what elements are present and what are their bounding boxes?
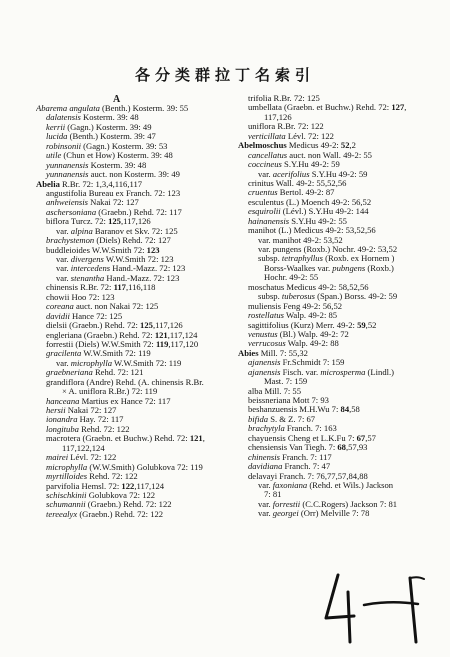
- entry-text: ,57: [365, 433, 376, 443]
- index-entry: [238, 396, 438, 405]
- entry-text: chinensis: [248, 452, 280, 462]
- entry-text: 119: [155, 339, 169, 349]
- entry-text: engleriana (Graebn.) Rehd. 72:: [46, 330, 155, 340]
- entry-text: ajanensis: [248, 367, 281, 377]
- entry-text: (Graebn.) Rehd. 72: 122: [85, 500, 172, 510]
- entry-text: forrestii: [272, 499, 301, 509]
- index-entry: [238, 472, 438, 481]
- index-entry: [36, 415, 232, 424]
- entry-text: verticillata: [248, 131, 286, 141]
- entry-text: ,52: [365, 320, 377, 330]
- entry-text: Fisch. var.: [280, 367, 321, 377]
- index-entry: [238, 302, 438, 311]
- entry-text: 67: [356, 433, 366, 443]
- entry-text: parvifolia Hemsl. 72:: [46, 481, 122, 491]
- entry-text: brachystemon: [46, 236, 95, 246]
- handwritten-page-number: [320, 570, 435, 645]
- entry-text: Martius ex Hance 72: 117: [79, 396, 171, 406]
- entry-text: W.W.Smith 72: 119: [81, 349, 151, 359]
- entry-text: Hand.-Mazz. 72: 123: [110, 264, 186, 274]
- entry-text: Kosterm. 39: 48: [88, 160, 147, 170]
- entry-text: ,117,124: [134, 481, 165, 491]
- entry-text: chayuensis Cheng et L.K.Fu 7:: [248, 433, 357, 443]
- entry-text: coreana: [46, 302, 74, 312]
- index-entry: [238, 509, 438, 518]
- index-entry: [238, 245, 438, 254]
- index-entry: [238, 481, 438, 490]
- left-index-column: [36, 104, 232, 519]
- entry-text: auct. non Kosterm. 39: 49: [88, 170, 180, 180]
- entry-text: Medicus 49-2:: [286, 141, 341, 151]
- entry-text: Franch. 7: 163: [284, 424, 337, 434]
- entry-text: (Benth.) Kosterm. 39: 55: [99, 104, 189, 113]
- index-entry: [238, 94, 438, 103]
- entry-text: var. manihot 49-2: 53,52: [258, 235, 343, 245]
- index-entry: [238, 311, 438, 320]
- entry-text: ,57,93: [345, 443, 368, 453]
- entry-text: 117: [113, 283, 126, 293]
- index-entry: [36, 132, 232, 141]
- index-entry: [36, 246, 232, 255]
- index-entry: [238, 500, 438, 509]
- entry-text: hainanensis: [248, 216, 290, 226]
- index-entry: [36, 104, 232, 113]
- entry-text: yunnanensis: [46, 170, 89, 180]
- index-entry: [238, 462, 438, 471]
- index-entry: [36, 198, 232, 207]
- entry-text: Franch. 7: 47: [282, 462, 331, 472]
- index-entry: [36, 500, 232, 509]
- entry-text: faxoniana: [272, 480, 308, 490]
- entry-text: ,117,126: [152, 321, 183, 331]
- entry-text: (Lévl.) S.Y.Hu 49-2: 144: [280, 207, 369, 217]
- entry-text: georgei: [272, 509, 299, 519]
- entry-text: Abies: [238, 348, 259, 358]
- entry-text: W.W.Smith 72: 119: [112, 358, 182, 368]
- entry-text: muliensis Feng 49-2: 56,52: [248, 301, 343, 311]
- entry-text: var.: [56, 226, 71, 236]
- index-entry: [238, 170, 438, 179]
- index-entry: [36, 349, 232, 358]
- entry-text: R.Br. 72: 1,3,4,116,117: [59, 179, 143, 189]
- entry-text: S.Y.Hu 49-2: 55: [289, 216, 347, 226]
- index-entry: [238, 424, 438, 433]
- entry-text: trifolia R.Br. 72: 125: [248, 94, 320, 103]
- entry-text: tuberosus: [281, 292, 315, 302]
- entry-text: longituba: [46, 424, 79, 434]
- index-entry: [36, 472, 232, 481]
- entry-text: var.: [56, 358, 71, 368]
- entry-text: var.: [258, 499, 273, 509]
- entry-text: 122: [121, 481, 135, 491]
- entry-text: Rehd. 72: 122: [78, 424, 130, 434]
- index-entry: [238, 368, 438, 377]
- index-entry: [238, 226, 438, 235]
- entry-text: aschersoniana: [46, 207, 97, 217]
- entry-text: mairei: [46, 453, 69, 463]
- entry-text: Hance 72: 125: [69, 311, 123, 321]
- entry-text: S. & Z. 7: 67: [268, 414, 316, 424]
- entry-text: grandiflora (Andre) Rehd. (A. chinensis R.Br.: [46, 377, 204, 387]
- entry-text: (Bl.) Walp. 49-2: 72: [277, 329, 349, 339]
- index-entry: [36, 217, 232, 226]
- index-entry: [36, 444, 232, 453]
- index-entry: [36, 491, 232, 500]
- index-entry: [238, 188, 438, 197]
- entry-text: moschatus Medicus 49-2: 58,52,56: [248, 282, 369, 292]
- entry-text: (C.C.Rogers) Jackson 7: 81: [300, 499, 398, 509]
- index-entry: [36, 142, 232, 151]
- index-entry: [36, 123, 232, 132]
- entry-text: chowii Hoo 72: 123: [46, 292, 115, 302]
- entry-text: Nakai 72: 127: [88, 198, 139, 208]
- entry-text: Abelia: [36, 179, 60, 189]
- entry-text: anhweiensis: [46, 198, 89, 208]
- index-entry: [36, 283, 232, 292]
- entry-text: umbellata (Graebn. et Buchw.) Rehd. 72:: [248, 103, 392, 113]
- entry-text: graebneriana: [46, 368, 93, 378]
- entry-text: Hand.-Mazz. 72: 123: [104, 273, 180, 283]
- entry-text: var.: [56, 273, 71, 283]
- index-entry: [36, 434, 232, 443]
- index-entry: [36, 378, 232, 387]
- entry-text: var.: [258, 169, 273, 179]
- entry-text: delavayi Franch. 7: 76,77,57,84,88: [248, 471, 368, 481]
- entry-text: microsperma: [320, 367, 366, 377]
- entry-text: uniflora R.Br. 72: 122: [248, 122, 324, 132]
- entry-text: Abarema angulata: [36, 104, 100, 113]
- index-entry: [36, 161, 232, 170]
- entry-text: yunnanensis: [46, 160, 89, 170]
- entry-text: subsp.: [258, 254, 282, 264]
- index-entry: [36, 453, 232, 462]
- entry-text: myrtilloides: [46, 472, 88, 482]
- entry-text: Mast. 7: 159: [264, 377, 308, 387]
- index-entry: [238, 151, 438, 160]
- index-entry: [36, 387, 232, 396]
- entry-text: angustifolia Bureau ex Franch. 72: 123: [46, 188, 181, 198]
- entry-text: Rehd. 72: 121: [92, 368, 144, 378]
- index-entry: [36, 482, 232, 491]
- entry-text: var.: [56, 255, 71, 264]
- entry-text: beshanzuensis M.H.Wu 7:: [248, 405, 341, 415]
- entry-text: stenantha: [70, 273, 105, 283]
- entry-text: chinensis R.Br. 72:: [46, 283, 114, 293]
- entry-text: tetraphyllus: [281, 254, 323, 264]
- entry-text: (Diels) Rehd. 72: 127: [94, 236, 171, 246]
- entry-text: esculentus (L.) Moench 49-2: 56,52: [248, 197, 372, 207]
- entry-text: davidii: [46, 311, 70, 321]
- right-index-column: [238, 94, 438, 519]
- entry-text: (Graebn.) Rehd. 72: 122: [77, 509, 164, 519]
- entry-text: Baranov et Skv. 72: 125: [92, 226, 178, 236]
- index-entry: [238, 236, 438, 245]
- entry-text: W.W.Smith 72: 123: [103, 255, 174, 264]
- entry-text: ,: [202, 434, 205, 444]
- index-entry: [238, 160, 438, 169]
- entry-text: 121: [189, 434, 203, 444]
- entry-text: S.Y.Hu 49-2: 59: [281, 160, 340, 170]
- entry-text: (Orr) Melville 7: 78: [298, 509, 370, 519]
- entry-text: var. pungens (Roxb.) Nochr. 49-2: 53,52: [258, 245, 398, 254]
- entry-text: schischkinii: [46, 490, 87, 500]
- index-entry: [36, 293, 232, 302]
- index-entry: [36, 312, 232, 321]
- page-title: 各分类群拉丁名索引: [134, 66, 315, 84]
- entry-text: Bertol. 49-2: 87: [277, 188, 335, 198]
- entry-text: (Span.) Borss. 49-2: 59: [315, 292, 398, 302]
- index-entry: [36, 227, 232, 236]
- entry-text: acerifolius: [272, 169, 310, 179]
- entry-text: Lévl. 72: 122: [68, 453, 117, 463]
- entry-text: Hay. 72: 117: [77, 415, 124, 425]
- entry-text: 125: [140, 321, 153, 331]
- index-entry: [36, 397, 232, 406]
- entry-text: 123: [146, 245, 160, 255]
- index-entry: [238, 434, 438, 443]
- index-entry: [238, 132, 438, 141]
- entry-text: hersii: [46, 406, 66, 415]
- index-entry: [36, 302, 232, 311]
- entry-text: ,117,124: [167, 330, 198, 340]
- entry-text: ,58: [349, 405, 360, 415]
- entry-text: chensiensis Van Tiegh. 7:: [248, 443, 338, 453]
- entry-text: × A. uniflora R.Br.) 72: 119: [62, 387, 158, 397]
- index-entry: [238, 122, 438, 131]
- entry-text: 121: [154, 330, 168, 340]
- index-entry: [238, 339, 438, 348]
- index-entry: [238, 198, 438, 207]
- entry-text: buddleioides W.W.Smith 72:: [46, 245, 147, 255]
- entry-text: var.: [258, 480, 273, 490]
- index-entry: [36, 170, 232, 179]
- entry-text: (Chun et How) Kosterm. 39: 48: [61, 151, 173, 161]
- index-entry: [238, 443, 438, 452]
- entry-text: utile: [46, 151, 62, 161]
- entry-text: 117,126: [264, 112, 292, 122]
- index-entry: [36, 208, 232, 217]
- entry-text: (Lindl.): [365, 367, 395, 377]
- index-entry: [238, 141, 438, 150]
- entry-text: gracilenta: [46, 349, 82, 359]
- entry-text: (Roxb. ex Hornem ): [322, 254, 395, 264]
- entry-text: Lévl. 72: 122: [285, 131, 334, 141]
- entry-text: davidiana: [248, 462, 283, 472]
- entry-text: Rehd. 72: 122: [87, 472, 138, 482]
- section-letter: A: [113, 94, 121, 105]
- entry-text: venustus: [248, 329, 278, 339]
- entry-text: ,117,126: [120, 217, 151, 227]
- index-entry: [238, 321, 438, 330]
- entry-text: manihot (L.) Medicus 49-2: 53,52,56: [248, 226, 376, 236]
- entry-text: bifida: [248, 414, 269, 424]
- index-entry: [238, 179, 438, 188]
- entry-text: 59: [357, 320, 366, 330]
- index-entry: [238, 415, 438, 424]
- index-entry: [36, 236, 232, 245]
- index-entry: [36, 321, 232, 330]
- entry-text: alba Mill. 7: 55: [248, 386, 301, 396]
- entry-text: microphylla: [70, 358, 113, 368]
- entry-text: hanceana: [46, 396, 80, 406]
- entry-text: dalatensis: [46, 113, 81, 123]
- entry-text: Franch. 7: 117: [279, 452, 332, 462]
- entry-text: dielsii (Graebn.) Rehd. 72:: [46, 321, 141, 331]
- entry-text: ,116,118: [125, 283, 156, 293]
- index-entry: [238, 405, 438, 414]
- entry-text: 127: [391, 103, 405, 113]
- entry-text: 84: [340, 405, 350, 415]
- index-entry: [238, 358, 438, 367]
- index-entry: [238, 113, 438, 122]
- index-entry: [238, 453, 438, 462]
- entry-text: Nakai 72: 127: [65, 406, 117, 415]
- index-entry: [36, 180, 232, 189]
- entry-text: Abelmoschus: [238, 141, 287, 151]
- index-entry: [238, 377, 438, 386]
- index-entry: [238, 283, 438, 292]
- entry-text: (Rehd. et Wils.) Jackson: [307, 480, 394, 490]
- entry-text: cruentus: [248, 188, 278, 198]
- index-entry: [36, 463, 232, 472]
- entry-text: var.: [258, 509, 273, 519]
- index-entry: [238, 103, 438, 112]
- index-entry: [238, 217, 438, 226]
- index-entry: [36, 255, 232, 264]
- index-entry: [36, 264, 232, 273]
- entry-text: Borss-Waalkes var.: [264, 263, 333, 273]
- entry-text: pubngens: [332, 263, 366, 273]
- entry-text: (Gagn.) Kosterm. 39: 49: [65, 122, 152, 132]
- entry-text: ,117,120: [168, 339, 199, 349]
- index-entry: [238, 254, 438, 263]
- index-entry: [238, 330, 438, 339]
- index-entry: [238, 349, 438, 358]
- entry-text: auct. non Nakai 72: 125: [73, 302, 159, 312]
- entry-text: Hochr. 49-2: 55: [264, 273, 319, 283]
- entry-text: cancellatus: [248, 150, 288, 160]
- entry-text: 125: [108, 217, 121, 227]
- entry-text: ajanensis: [248, 358, 281, 368]
- index-entry: [238, 207, 438, 216]
- entry-text: auct. non Wall. 49-2: 55: [287, 150, 372, 160]
- index-entry: [36, 406, 232, 415]
- entry-text: 68: [337, 443, 346, 453]
- entry-text: kerrii: [46, 122, 66, 132]
- entry-text: brachytyla: [248, 424, 285, 434]
- entry-text: crinitus Wall. 49-2: 55,52,56: [248, 178, 347, 188]
- entry-text: ionandra: [46, 415, 78, 425]
- entry-text: Mill. 7: 55,32: [258, 348, 308, 358]
- index-entry: [238, 292, 438, 301]
- entry-text: forrestii (Diels) W.W.Smith 72:: [46, 339, 156, 349]
- entry-text: Fr.Schmidt 7: 159: [280, 358, 345, 368]
- index-entry: [36, 113, 232, 122]
- entry-text: (Benth.) Kosterm. 39: 47: [67, 132, 156, 142]
- entry-text: biflora Turcz. 72:: [46, 217, 109, 227]
- entry-text: macrotera (Graebn. et Buchw.) Rehd. 72:: [46, 434, 190, 444]
- index-entry: [36, 359, 232, 368]
- index-entry: [238, 273, 438, 282]
- entry-text: tereealyx: [46, 509, 78, 519]
- entry-text: alpina: [70, 226, 93, 236]
- entry-text: esquirolii: [248, 207, 281, 217]
- index-entry: [238, 387, 438, 396]
- index-entry: [36, 274, 232, 283]
- entry-text: 117,122,124: [62, 443, 105, 453]
- entry-text: ,2: [349, 141, 356, 151]
- entry-text: (Roxb.): [365, 263, 394, 273]
- entry-text: (Gagn.) Kosterm. 39: 53: [81, 141, 168, 151]
- entry-text: ,: [404, 103, 407, 113]
- index-entry: [36, 368, 232, 377]
- entry-text: (W.W.Smith) Golubkova 72: 119: [87, 462, 203, 472]
- entry-text: intercedens: [70, 264, 111, 274]
- index-entry: [36, 151, 232, 160]
- entry-text: (Graebn.) Rehd. 72: 117: [96, 207, 182, 217]
- entry-text: var.: [56, 264, 71, 274]
- entry-text: 7: 81: [264, 490, 282, 500]
- index-entry: [36, 340, 232, 349]
- entry-text: schumannii: [46, 500, 86, 510]
- index-entry: [238, 490, 438, 499]
- index-entry: [36, 189, 232, 198]
- entry-text: beissneriana Mott 7: 93: [248, 396, 329, 405]
- entry-text: coccineus: [248, 160, 282, 170]
- entry-text: robinsonii: [46, 141, 82, 151]
- entry-text: Kosterm. 39: 48: [80, 113, 139, 123]
- entry-text: sagittifolius (Kurz) Merr. 49-2:: [248, 320, 358, 330]
- index-entry: [36, 510, 232, 519]
- entry-text: Golubkova 72: 122: [86, 490, 156, 500]
- entry-text: S.Y.Hu 49-2: 59: [309, 169, 368, 179]
- index-entry: [36, 331, 232, 340]
- entry-text: verrucosus: [248, 339, 286, 349]
- entry-text: rostellatus: [248, 311, 284, 321]
- entry-text: 52: [340, 141, 350, 151]
- index-entry: [238, 264, 438, 273]
- entry-text: Walp. 49-2: 88: [285, 339, 339, 349]
- entry-text: subsp.: [258, 292, 282, 302]
- entry-text: divergens: [70, 255, 104, 264]
- index-entry: [36, 425, 232, 434]
- entry-text: Walp. 49-2: 85: [283, 311, 338, 321]
- entry-text: microphylla: [46, 462, 88, 472]
- entry-text: lucida: [46, 132, 68, 142]
